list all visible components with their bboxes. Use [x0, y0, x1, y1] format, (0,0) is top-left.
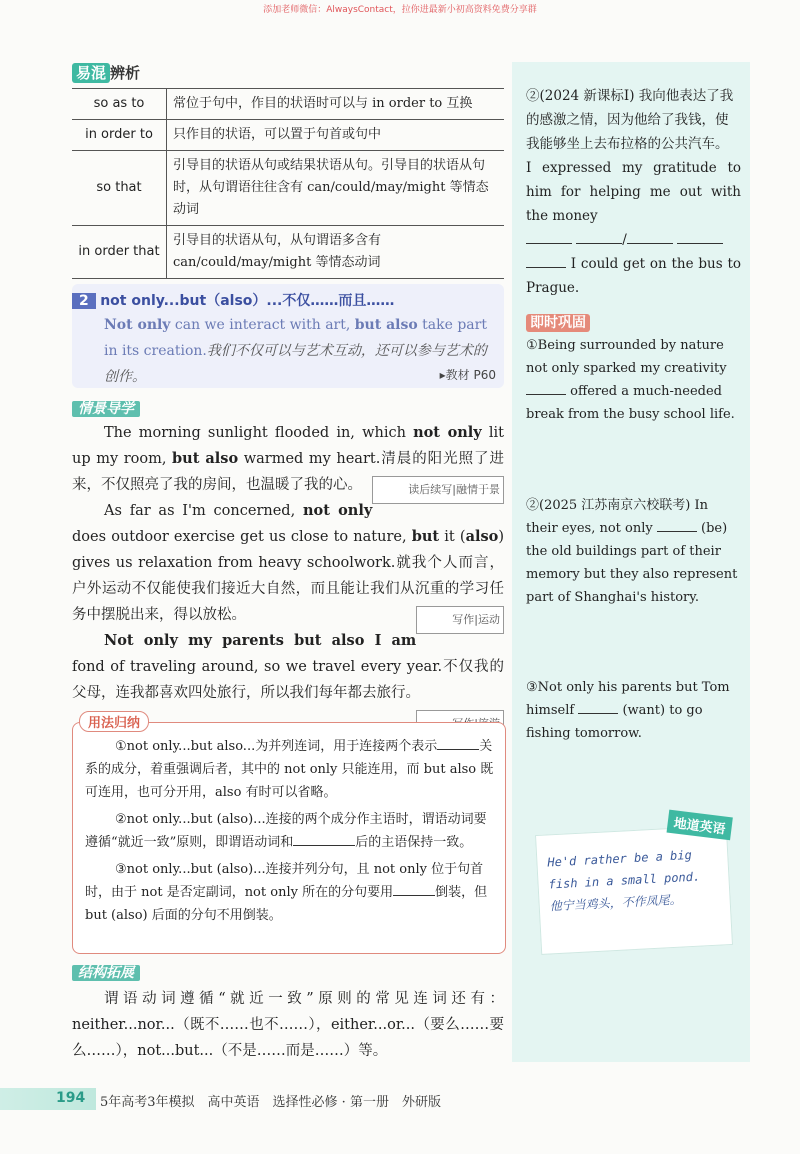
q-text: I expressed my gratitude to him for helping me out with the money [526, 160, 741, 224]
scene-text: lit up my room, [72, 425, 504, 467]
example-bold: but also [354, 317, 418, 333]
scene-bold: but [411, 528, 440, 545]
note-chinese: 他宁当鸡头，不作凤尾。 [549, 892, 682, 914]
answer-blank[interactable] [526, 267, 566, 268]
point-example [104, 312, 496, 390]
rule-text: ③not only...but (also)...连接并列分句，且 not only 位于句首时，由于 not 是否定副词，not only 所在的分句要用 [85, 862, 484, 900]
page-footer [0, 1088, 800, 1114]
point-title: not only...but（also）...不仅……而且…… [100, 293, 395, 309]
scene-text: ) gives us relaxation from heavy schoolwork.就我个人而言，户外运动不仅能使我们接近大自然，而且能让我们从沉重的学习任务中摆脱出来，得以放松。 [72, 529, 504, 623]
table-key: in order that [72, 226, 167, 279]
table-text: 只作目的状语，可以置于句首或句中 [167, 120, 505, 151]
answer-blank[interactable] [393, 895, 435, 896]
example-text: take part in its creation. [104, 317, 487, 359]
q-text: I could get on the bus to Prague. [526, 256, 741, 296]
usage-box [72, 716, 506, 954]
scene-text: fond of traveling around, so we travel every year.不仅我的父母，连我都喜欢四处旅行，所以我们每年都去旅行。 [72, 659, 504, 701]
scene-label: 情景导学 [72, 401, 140, 417]
table-row [72, 89, 504, 120]
answer-blank[interactable] [526, 394, 566, 395]
rule-text: ①not only...but also...为并列连词，用于连接两个表示 [115, 739, 438, 754]
rule-text: 倒装，但 but (also) 后面的分句不用倒装。 [85, 885, 488, 923]
q-text: (want) to go fishing tomorrow. [526, 703, 703, 741]
note-title: 地道英语 [667, 810, 733, 841]
scene-paragraphs [72, 420, 504, 738]
confusion-title: 辨析 [110, 64, 141, 82]
table-text: 常位于句中，作目的状语时可以与 in order to 互换 [167, 89, 505, 120]
page-number: 194 [56, 1090, 86, 1106]
answer-blank[interactable] [627, 243, 673, 244]
rule-text: 后的主语保持一致。 [355, 835, 473, 850]
answer-blank[interactable] [657, 531, 697, 532]
consolidate-label: 即时巩固 [526, 314, 590, 332]
scene-p3 [72, 628, 504, 706]
rule-text: 关系的成分，着重强调后者，其中的 not only 只能连用，而 but also 既可连用，也可分开用，also 有时可以省略。 [85, 739, 494, 800]
example-bold: Not only [104, 317, 171, 333]
usage-rule-2 [85, 808, 495, 854]
table-row [72, 120, 504, 151]
answer-blank[interactable] [526, 243, 572, 244]
usage-rule-1 [85, 735, 495, 804]
confusion-tag: 易混 [72, 63, 110, 83]
side-q3 [526, 676, 741, 745]
scene-text: warmed my heart.清晨的阳光照了进来，不仅照亮了我的房间，也温暖了我的心。 [72, 451, 504, 493]
q-text: ②(2025 江苏南京六校联考) In their eyes, not only [526, 498, 709, 536]
idiom-note-card [535, 816, 733, 955]
q-text: offered a much-needed break from the busy school life. [526, 384, 735, 422]
table-key: in order to [72, 120, 167, 151]
answer-blank[interactable] [437, 749, 479, 750]
side-q1 [526, 334, 741, 426]
example-chinese: 我们不仅可以与艺术互动，还可以参与艺术的创作。 [104, 343, 487, 385]
scene-bold: not only [413, 424, 482, 441]
side-q0-cn: ②(2024 新课标Ⅰ) 我向他表达了我的感激之情，因为他给了我钱，使我能够坐上去布拉格的公共汽车。 [526, 88, 734, 152]
top-watermark-note: 添加老师微信：AlwaysContact，拉你进最新小初高资料免费分享群 [263, 5, 537, 15]
point-number: 2 [72, 293, 96, 309]
usage-rules [85, 735, 495, 927]
answer-blank[interactable] [677, 243, 723, 244]
q-text: (be) the old buildings part of their memory but they also represent part of Shanghai's history. [526, 521, 738, 605]
expand-label: 结构拓展 [72, 965, 140, 981]
q-text: ①Being surrounded by nature not only sparked my creativity [526, 338, 727, 376]
book-title: 5年高考3年模拟 高中英语 选择性必修 · 第一册 外研版 [100, 1095, 441, 1110]
scene-heading [72, 398, 140, 418]
side-q0-en: I expressed my gratitude to him for helping me out with the money / I could get on the bus to Prague. [526, 160, 741, 296]
scene-tag: 写作|运动 [416, 606, 504, 634]
note-english: He'd rather be a big fish in a small pond. [547, 847, 701, 892]
scene-bold: Not only my parents but also I am [104, 632, 417, 649]
table-text: 引导目的状语从句或结果状语从句。引导目的状语从句时，从句谓语往往含有 can/could/may/might 等情态动词 [167, 151, 505, 226]
answer-blank[interactable] [576, 243, 622, 244]
scene-bold: not only [302, 502, 373, 519]
rule-text: ②not only...but (also)...连接的两个成分作主语时，谓语动词要遵循“就近一致”原则，即谓语动词和 [85, 812, 487, 850]
usage-label: 用法归纳 [79, 711, 149, 732]
answer-blank[interactable] [578, 713, 618, 714]
consolidate-heading [526, 312, 590, 332]
scene-p2 [72, 498, 504, 628]
scene-text: it ( [439, 529, 466, 545]
scene-bold: but also [172, 450, 239, 467]
table-row [72, 151, 504, 226]
usage-rule-3 [85, 858, 495, 927]
point2-box [72, 284, 504, 388]
confusion-heading [72, 62, 140, 83]
scene-p1 [72, 420, 504, 498]
example-text: can we interact with art, [170, 317, 355, 333]
expand-heading [72, 962, 140, 982]
scene-tag: 读后续写|融情于景 [372, 476, 504, 504]
table-row [72, 226, 504, 279]
confusion-table [72, 88, 504, 279]
answer-blank[interactable] [293, 845, 355, 846]
q-text: ③Not only his parents but Tom himself [526, 680, 730, 718]
scene-text: As far as I'm concerned, [104, 503, 303, 519]
table-key: so as to [72, 89, 167, 120]
scene-text: The morning sunlight flooded in, which [104, 425, 414, 441]
expand-text: 谓语动词遵循“就近一致”原则的常见连词还有：neither...nor...（既不……也不……），either...or...（要么……要么……），not...but...（不是……而是……）等。 [72, 991, 504, 1059]
textbook-source: ▸教材 P60 [439, 368, 496, 382]
source-text: 教材 P60 [445, 368, 496, 382]
scene-text: does outdoor exercise get us close to nature, [72, 529, 412, 545]
scene-bold: also [465, 528, 499, 545]
side-q0 [526, 84, 741, 300]
table-text: 引导目的状语从句，从句谓语多含有 can/could/may/might 等情态动词 [167, 226, 505, 279]
table-key: so that [72, 151, 167, 226]
side-q2 [526, 494, 741, 609]
